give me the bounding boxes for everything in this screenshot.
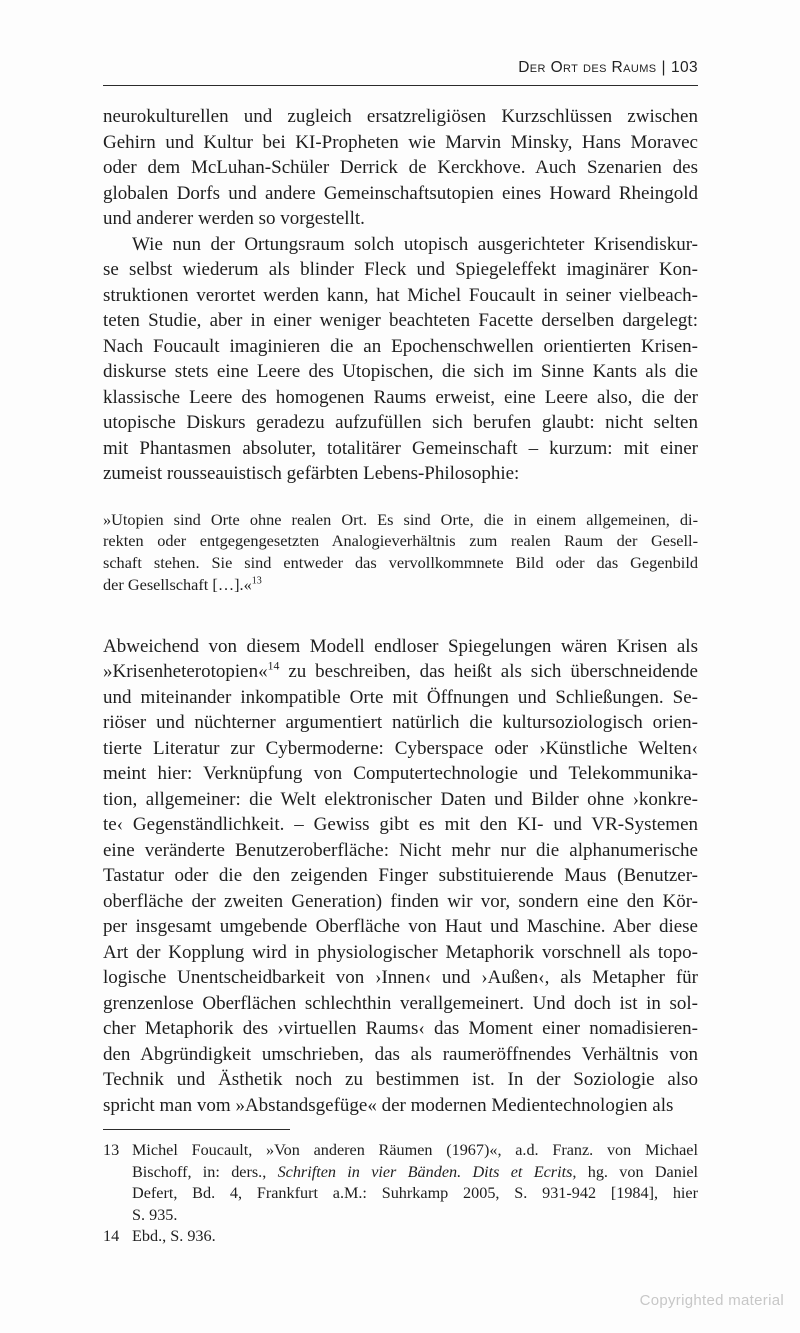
text-line: logische Unentscheidbarkeit von ›Innen‹ und ›Außen‹, als Metapher für <box>103 967 698 989</box>
text-line: Art der Kopplung wird in physiologischer Metaphorik vorschnell als topo- <box>103 941 698 963</box>
page-number: 103 <box>670 59 698 76</box>
text-line: tion, allgemeiner: die Welt elektronischer Daten und Bilder ohne ›konkre- <box>103 788 698 810</box>
text-line: schaft stehen. Sie sind entweder das vervollkommnete Bild oder das Gegenbild <box>103 553 698 573</box>
block-quote <box>103 509 698 596</box>
text-line: oberfläche der zweiten Generation) finden wir vor, sondern eine den Kör- <box>103 890 698 912</box>
text-line: und miteinander inkompatible Orte mit Öffnungen und Schließungen. Se- <box>103 686 698 708</box>
text-line: »Krisenheterotopien«$^{14}$ zu beschreiben, das heißt als sich überschneidende <box>103 659 698 683</box>
copyright-watermark: Copyrighted material <box>639 1292 784 1309</box>
footnote-line: Ebd., S. 936. <box>132 1227 216 1246</box>
text-line: und anderer werden so vorgestellt. <box>103 208 365 229</box>
footnote-separator-rule <box>103 1129 290 1130</box>
footnote-text <box>132 1226 698 1248</box>
paragraph <box>103 232 698 487</box>
footnote-line: Michel Foucault, »Von anderen Räumen (1967)«, a.d. Franz. von Michael <box>132 1141 698 1159</box>
text-column <box>103 104 698 1118</box>
footnote <box>103 1140 698 1226</box>
text-line: utopische Diskurs geradezu aufzufüllen sich berufen glaubt: nicht selten <box>103 412 698 433</box>
header-rule <box>103 85 698 86</box>
footnote-line: Bischoff, in: ders., Schriften in vier Bänden. Dits et Ecrits, hg. von Daniel <box>132 1162 698 1181</box>
text-line: struktionen verortet werden kann, hat Michel Foucault in seiner vielbeach- <box>103 284 698 306</box>
running-header <box>103 59 698 76</box>
text-line: spricht man vom »Abstandsgefüge« der modernen Medientechnologien als <box>103 1094 674 1116</box>
footnotes-section <box>103 1129 698 1248</box>
footnote-line: Defert, Bd. 4, Frankfurt a.M.: Suhrkamp 2005, S. 931-942 [1984], hier <box>132 1184 698 1203</box>
text-line: Tastatur oder die den zeigenden Finger substituierende Maus (Benutzer- <box>103 865 698 887</box>
text-line: mit Phantasmen absoluter, totalitärer Gemeinschaft – kurzum: mit einer <box>103 437 698 459</box>
footnote-list <box>103 1140 698 1248</box>
text-line: eine veränderte Benutzeroberfläche: Nicht mehr nur die alphanumerische <box>103 839 698 861</box>
text-line: oder dem McLuhan-Schüler Derrick de Kerckhove. Auch Szenarien des <box>103 157 698 178</box>
text-line: Gehirn und Kultur bei KI-Propheten wie Marvin Minsky, Hans Moravec <box>103 131 698 153</box>
footnote-number: 14 <box>103 1227 120 1246</box>
text-line: »Utopien sind Orte ohne realen Ort. Es sind Orte, die in einem allgemeinen, di- <box>103 509 698 529</box>
text-line: Nach Foucault imaginieren die an Epochenschwellen orientierten Krisen- <box>103 335 698 357</box>
footnote-text <box>132 1140 698 1226</box>
text-line: se selbst wiederum als blinder Fleck und Spiegeleffekt imaginärer Kon- <box>103 259 698 280</box>
text-line: tierte Literatur zur Cybermoderne: Cyberspace oder ›Künstliche Welten‹ <box>103 737 698 759</box>
text-line: neurokulturellen und zugleich ersatzreligiösen Kurzschlüssen zwischen <box>103 106 698 127</box>
text-line: riöser und nüchterner argumentiert natürlich die kultursoziologisch orien- <box>103 712 698 734</box>
text-line: den Abgründigkeit umschrieben, das als raumeröffnendes Verhältnis von <box>103 1043 698 1065</box>
text-line: cher Metaphorik des ›virtuellen Raums‹ das Moment einer nomadisieren- <box>103 1018 698 1040</box>
footnote-number: 13 <box>103 1141 120 1159</box>
text-line: Abweichend von diesem Modell endloser Spiegelungen wären Krisen als <box>103 635 698 657</box>
footnote-line: S. 935. <box>132 1205 178 1224</box>
text-line: grenzenlose Oberflächen schlechthin verallgemeinert. Und doch ist in sol- <box>103 992 698 1014</box>
running-header-title: Der Ort des Raums <box>518 59 657 76</box>
text-line: Wie nun der Ortungsraum solch utopisch ausgerichteter Krisendiskur- <box>132 233 698 255</box>
text-line: Technik und Ästhetik noch zu bestimmen ist. In der Soziologie also <box>103 1069 698 1091</box>
text-line: globalen Dorfs und andere Gemeinschaftsutopien eines Howard Rheingold <box>103 182 698 204</box>
text-line: der Gesellschaft […].«$^{13}$ <box>103 574 262 594</box>
text-line: diskurse stets eine Leere des Utopischen, die sich im Sinne Kants als die <box>103 361 698 382</box>
text-line: klassische Leere des homogenen Raums erweist, eine Leere also, die der <box>103 386 698 408</box>
text-line: per insgesamt umgebende Oberfläche von Haut und Maschine. Aber diese <box>103 916 698 938</box>
text-line: te‹ Gegenständlichkeit. – Gewiss gibt es mit den KI- und VR-Systemen <box>103 814 698 836</box>
header-separator: | <box>661 59 666 76</box>
text-line: rekten oder entgegengesetzten Analogieverhältnis zum realen Raum der Gesell- <box>103 531 698 551</box>
footnote <box>103 1226 698 1248</box>
paragraph <box>103 104 698 232</box>
text-line: zumeist rousseauistisch gefärbten Lebens-Philosophie: <box>103 463 520 484</box>
text-line: teten Studie, aber in einer weniger beachteten Facette derselben dargelegt: <box>103 310 698 331</box>
text-line: meint hier: Verknüpfung von Computertechnologie und Telekommunika- <box>103 763 698 785</box>
paragraph <box>103 634 698 1119</box>
